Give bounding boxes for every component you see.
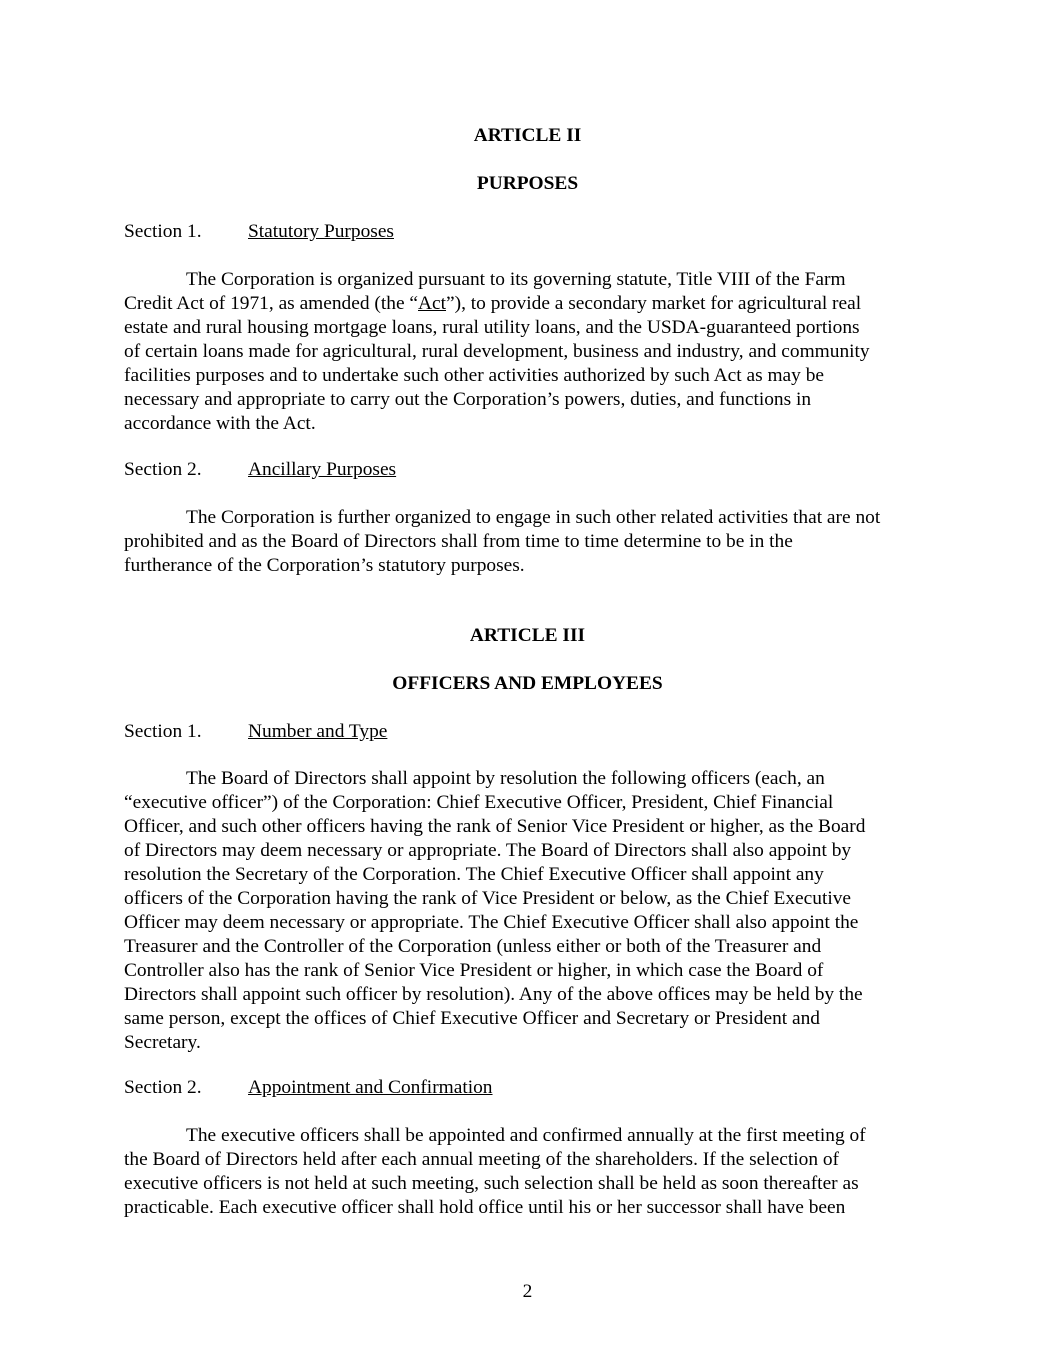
paragraph-line: necessary and appropriate to carry out the Corporation’s powers, duties, and functions in <box>124 389 812 410</box>
section-number: Section 1. <box>124 721 202 742</box>
section-title: Ancillary Purposes <box>248 459 397 480</box>
paragraph-line: Controller also has the rank of Senior Vice President or higher, in which case the Board of <box>124 960 824 981</box>
article-iii-heading: ARTICLE III <box>469 625 586 646</box>
paragraph-line: accordance with the Act. <box>124 413 316 434</box>
paragraph-line: furtherance of the Corporation’s statutory purposes. <box>124 555 525 576</box>
defined-term-act: Act <box>418 293 447 314</box>
article-iii-section-1-paragraph <box>124 767 934 1055</box>
paragraph-line: Officer, and such other officers having the rank of Senior Vice President or higher, as the Board <box>124 816 866 837</box>
paragraph-line: Officer may deem necessary or appropriate. The Chief Executive Officer shall also appoint the <box>124 912 859 933</box>
paragraph-line: The Corporation is organized pursuant to its governing statute, Title VIII of the Farm <box>186 269 846 290</box>
article-ii-section-1-heading <box>124 220 934 244</box>
article-iii-title: OFFICERS AND EMPLOYEES <box>392 673 663 694</box>
paragraph-text: ”), to provide a secondary market for agricultural real <box>446 293 862 314</box>
paragraph-line <box>124 292 934 316</box>
paragraph-line: Secretary. <box>124 1032 201 1053</box>
paragraph-line: estate and rural housing mortgage loans, rural utility loans, and the USDA-guaranteed portions <box>124 317 860 338</box>
paragraph-text: Credit Act of 1971, as amended (the “ <box>124 293 419 314</box>
section-title: Number and Type <box>248 721 388 742</box>
paragraph-line: The executive officers shall be appointed and confirmed annually at the first meeting of <box>186 1125 866 1146</box>
paragraph-line: Directors shall appoint such officer by resolution). Any of the above offices may be held by the <box>124 984 863 1005</box>
paragraph-line: The Board of Directors shall appoint by resolution the following officers (each, an <box>186 768 825 789</box>
paragraph-line: officers of the Corporation having the rank of Vice President or below, as the Chief Executive <box>124 888 852 909</box>
section-number: Section 2. <box>124 459 202 480</box>
article-ii-section-2-heading <box>124 458 934 482</box>
section-title: Statutory Purposes <box>248 221 394 242</box>
paragraph-line: of Directors may deem necessary or appropriate. The Board of Directors shall also appoint by <box>124 840 852 861</box>
paragraph-line: prohibited and as the Board of Directors shall from time to time determine to be in the <box>124 531 793 552</box>
paragraph-line: facilities purposes and to undertake such other activities authorized by such Act as may be <box>124 365 825 386</box>
section-title: Appointment and Confirmation <box>248 1077 493 1098</box>
article-ii-section-2-paragraph <box>124 506 934 578</box>
article-iii-section-2-paragraph <box>124 1124 934 1220</box>
article-iii-section-1-heading <box>124 720 934 744</box>
article-ii-section-1-paragraph <box>124 268 934 436</box>
article-iii-section-2-heading <box>124 1076 934 1100</box>
paragraph-line: Treasurer and the Controller of the Corporation (unless either or both of the Treasurer and <box>124 936 822 957</box>
article-ii-title: PURPOSES <box>476 173 579 194</box>
section-number: Section 1. <box>124 221 202 242</box>
paragraph-line: same person, except the offices of Chief Executive Officer and Secretary or President and <box>124 1008 820 1029</box>
paragraph-line: resolution the Secretary of the Corporation. The Chief Executive Officer shall appoint any <box>124 864 824 885</box>
paragraph-line: the Board of Directors held after each annual meeting of the shareholders. If the selection of <box>124 1149 840 1170</box>
paragraph-line: The Corporation is further organized to engage in such other related activities that are not <box>186 507 881 528</box>
paragraph-line: “executive officer”) of the Corporation: Chief Executive Officer, President, Chief Financial <box>124 792 834 813</box>
page-number: 2 <box>522 1281 533 1302</box>
paragraph-line: practicable. Each executive officer shall hold office until his or her successor shall have been <box>124 1197 846 1218</box>
paragraph-line: of certain loans made for agricultural, rural development, business and industry, and community <box>124 341 870 362</box>
section-number: Section 2. <box>124 1077 202 1098</box>
paragraph-line: executive officers is not held at such meeting, such selection shall be held as soon thereafter as <box>124 1173 859 1194</box>
article-ii-heading: ARTICLE II <box>473 125 582 146</box>
